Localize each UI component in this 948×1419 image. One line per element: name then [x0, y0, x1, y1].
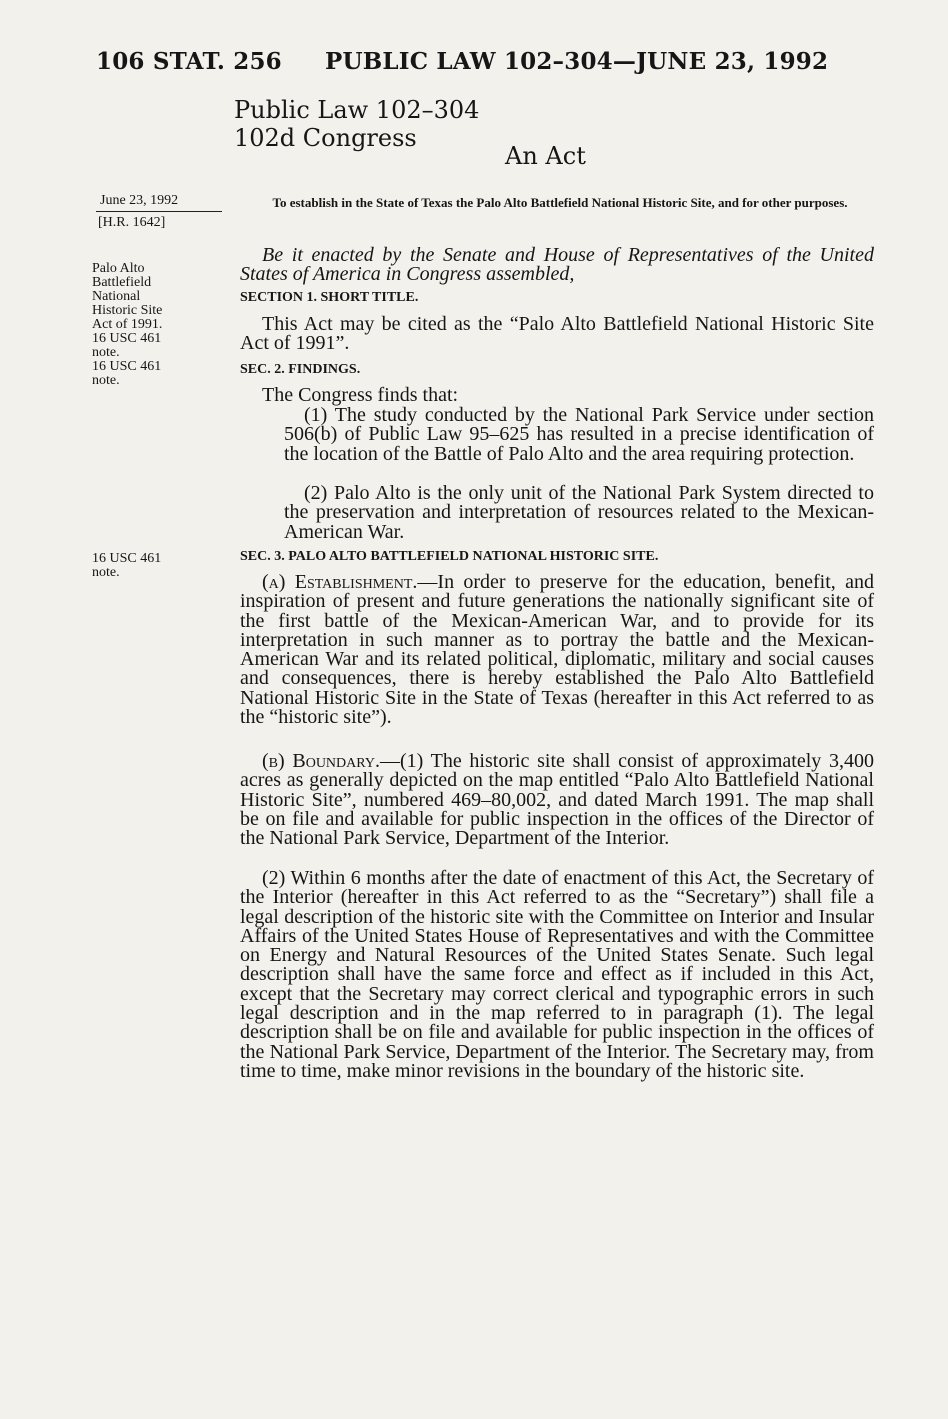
section-1-text: This Act may be cited as the “Palo Alto Battlefield National Historic Site Act of 1991”. — [240, 313, 874, 355]
subsection-a — [240, 573, 874, 727]
margin-line: 16 USC 461 — [92, 359, 162, 374]
congress-number: 102d Congress — [234, 124, 417, 152]
act-purpose: To establish in the State of Texas the Palo Alto Battlefield National Historic Site, and for other purposes. — [272, 195, 848, 210]
subsection-a-text: —In order to preserve for the education, benefit, and inspiration of present and future generations the nationally significant site of the first battle of the Mexican-American War, and to provide for its interpretation in such manner as to portray the battle and the Mexican-American War and its related political, diplomatic, military and social causes and consequences, there is hereby established the Palo Alto Battlefield National Historic Site in the State of Texas (hereafter in this Act referred to as the “historic site”). — [240, 571, 874, 729]
margin-line: note. — [92, 345, 120, 360]
margin-line: Historic Site — [92, 303, 163, 318]
section-3-heading: SEC. 3. PALO ALTO BATTLEFIELD NATIONAL HISTORIC SITE. — [240, 549, 659, 564]
law-title-block — [234, 96, 479, 152]
finding-1: (1) The study conducted by the National Park Service under section 506(b) of Public Law 95–625 has resulted in a precise identification of the location of the Battle of Palo Alto and the area requiring protection. — [284, 404, 874, 465]
margin-line: Battlefield — [92, 275, 152, 290]
margin-line: note. — [92, 565, 120, 580]
subsection-b-paragraph-2: (2) Within 6 months after the date of enactment of this Act, the Secretary of the Interior (hereafter in this Act referred to as the “Secretary”) shall file a legal description of the historic site with the Committee on Interior and Insular Affairs of the United States House of Representatives and with the Committee on Energy and Natural Resources of the United States Senate. Such legal description shall have the same force and effect as if included in this Act, except that the Secretary may correct clerical and typographic errors in such legal description and in the map referred to in paragraph (1). The legal description shall be on file and available for public inspection in the offices of the National Park Service, Department of the Interior. The Secretary may, from time to time, make minor revisions in the boundary of the historic site. — [240, 867, 874, 1082]
subsection-b — [240, 752, 874, 848]
subsection-a-label: (a) Establishment. — [262, 571, 418, 593]
running-title: PUBLIC LAW 102–304—JUNE 23, 1992 — [325, 48, 829, 75]
findings-intro: The Congress finds that: — [262, 384, 459, 406]
margin-note-2 — [92, 552, 161, 580]
section-1-heading: SECTION 1. SHORT TITLE. — [240, 290, 419, 305]
margin-line: Palo Alto — [92, 261, 145, 276]
margin-line: Act of 1991. — [92, 317, 163, 332]
margin-line: National — [92, 289, 141, 304]
margin-line: note. — [92, 373, 120, 388]
finding-2: (2) Palo Alto is the only unit of the National Park System directed to the preservation and interpretation of resources related to the Mexican-American War. — [284, 482, 874, 543]
subsection-b-text: —(1) The historic site shall consist of approximately 3,400 acres as generally depicted on the map entitled “Palo Alto Battlefield National Historic Site”, numbered 469–80,002, and dated March 1991. The map shall be on file and available for public inspection in the offices of the Director of the National Park Service, Department of the Interior. — [240, 750, 874, 850]
act-label: An Act — [505, 142, 586, 170]
enacting-clause: Be it enacted by the Senate and House of Representatives of the United States of America in Congress assembled, — [240, 244, 874, 286]
subsection-b-label: (b) Boundary. — [262, 750, 380, 772]
law-number: Public Law 102–304 — [234, 96, 480, 124]
margin-note-1 — [92, 262, 162, 388]
margin-line: 16 USC 461 — [92, 331, 162, 346]
section-2-heading: SEC. 2. FINDINGS. — [240, 362, 361, 377]
date-divider — [96, 211, 222, 212]
page-reference: 106 STAT. 256 — [96, 48, 282, 75]
margin-line: 16 USC 461 — [92, 551, 162, 566]
enactment-date: June 23, 1992 — [100, 193, 179, 208]
bill-number: [H.R. 1642] — [98, 215, 166, 230]
